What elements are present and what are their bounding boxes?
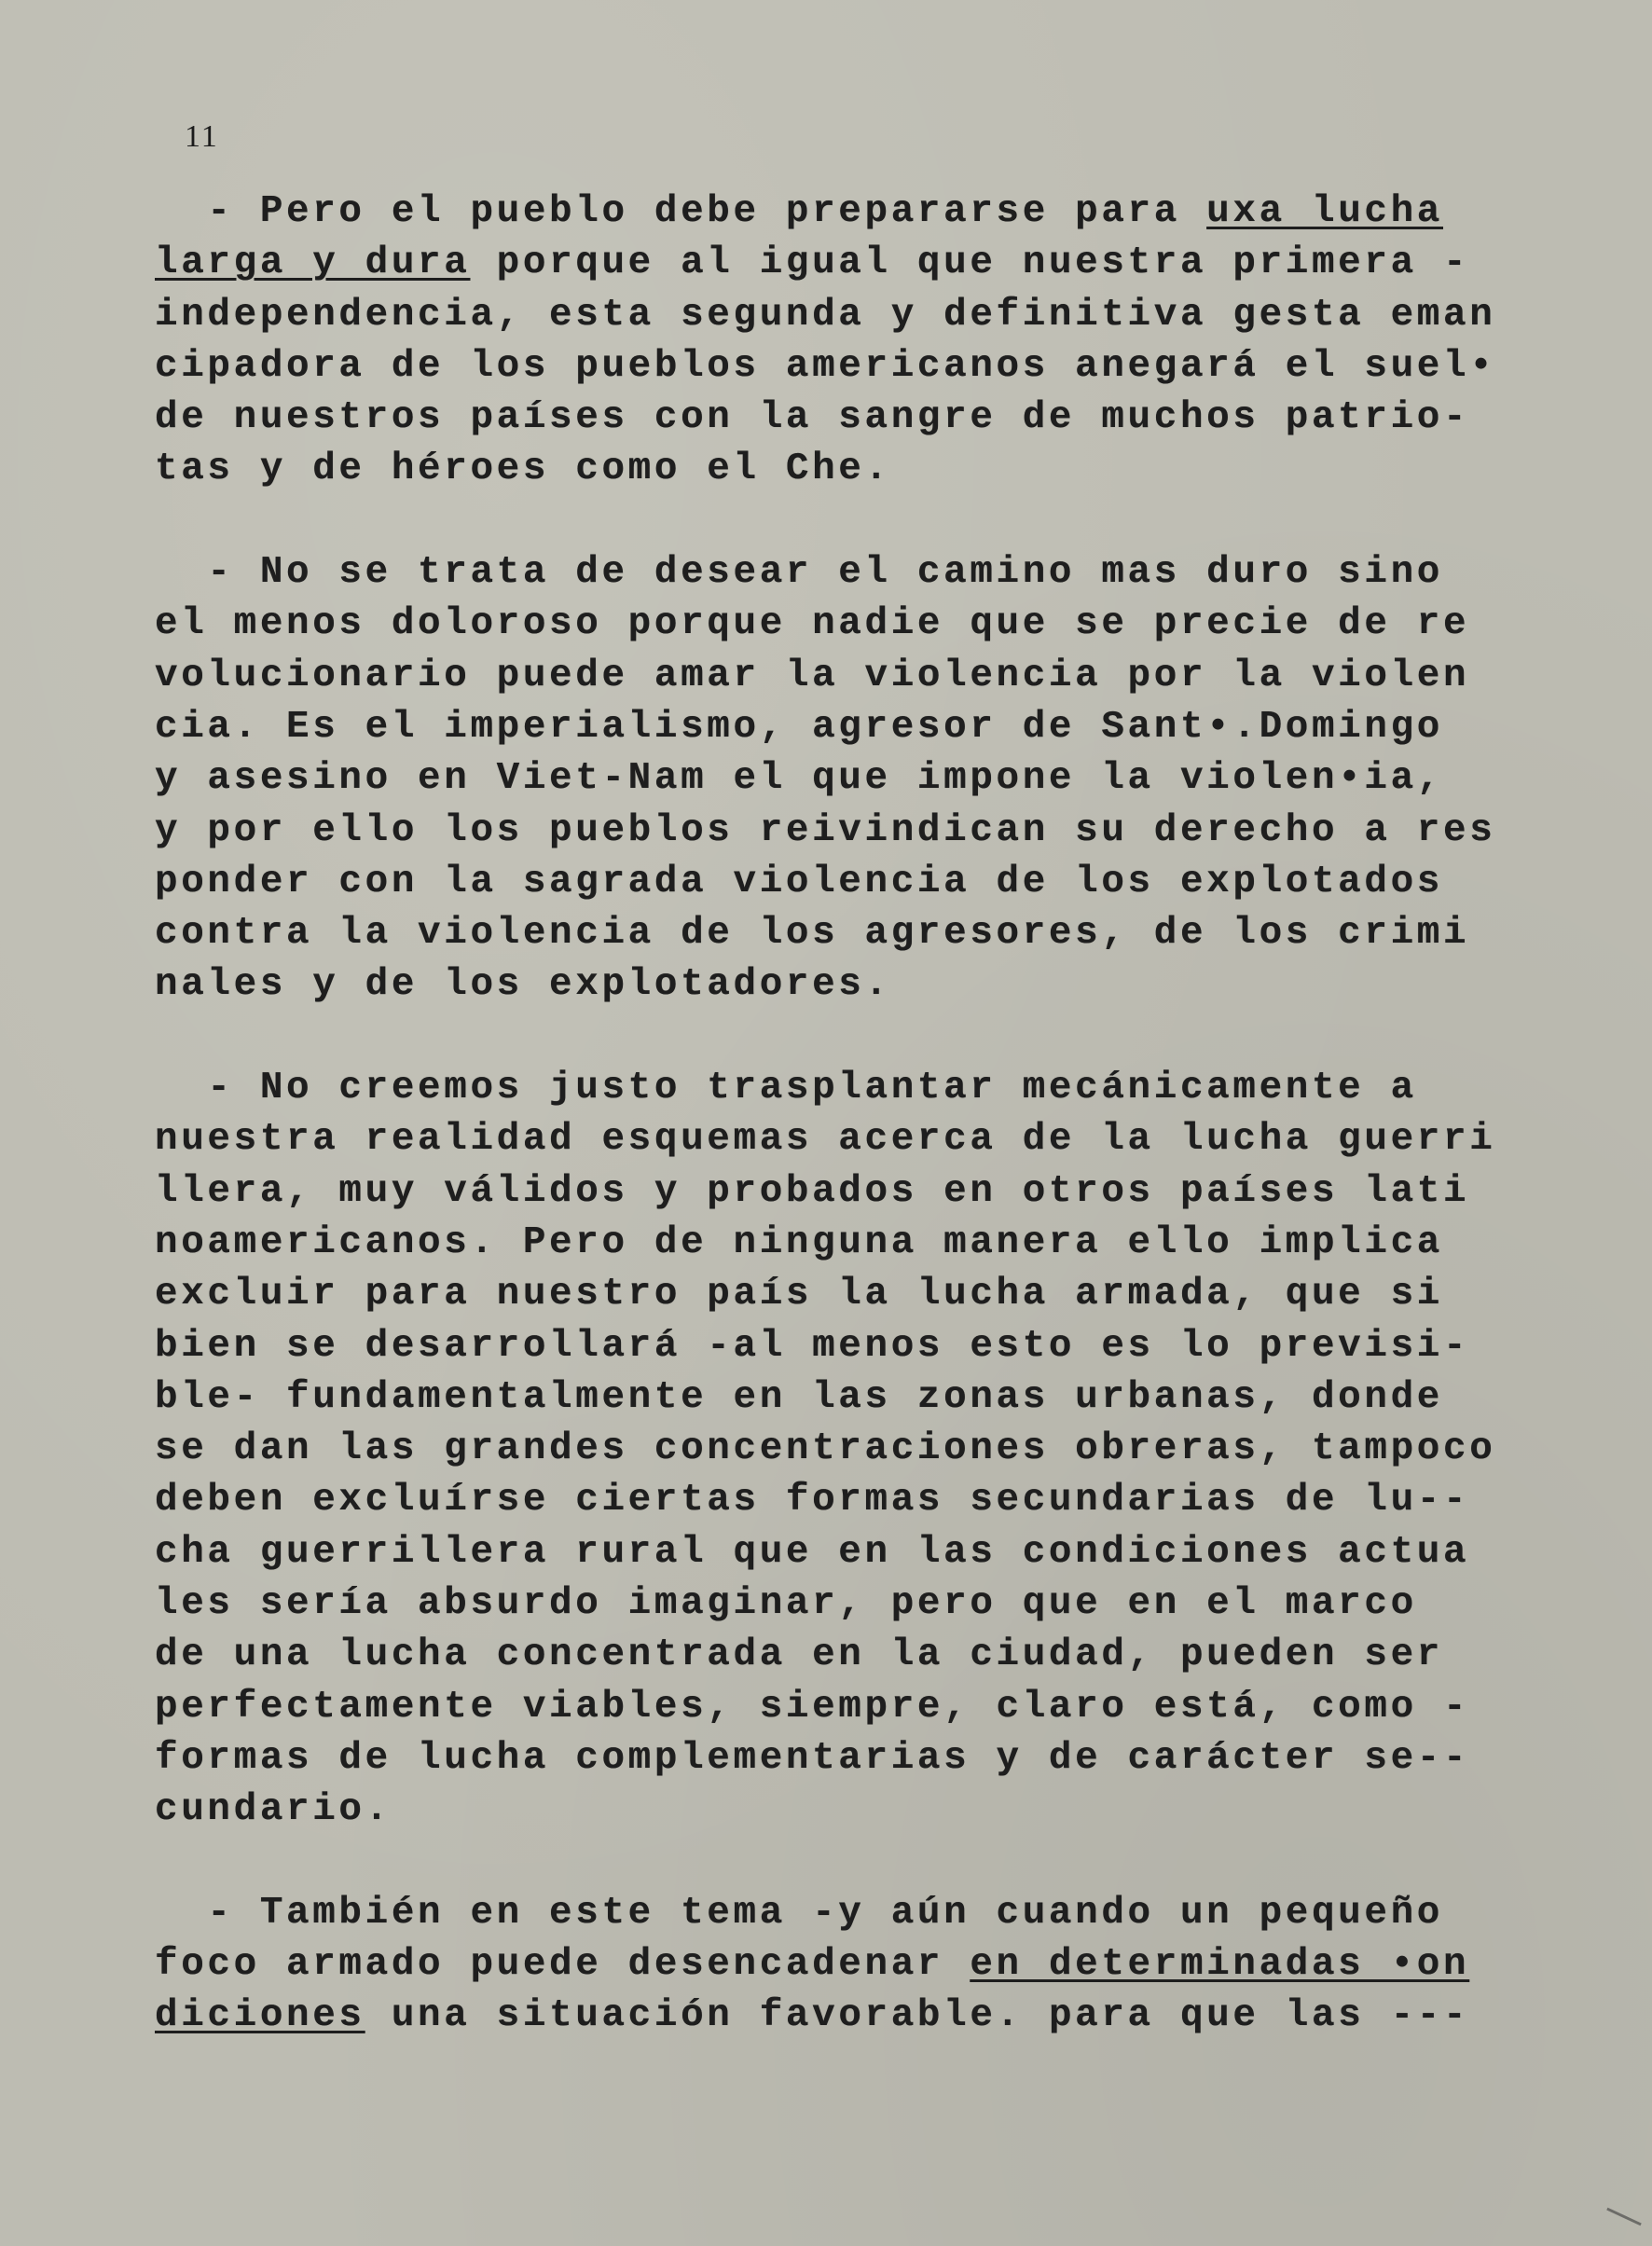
text-line bbox=[155, 1218, 1516, 1269]
text-segment: les sería absurdo imaginar, pero que en el marco bbox=[155, 1582, 1417, 1626]
text-line bbox=[155, 1166, 1516, 1218]
text-line bbox=[155, 341, 1516, 393]
text-segment: ponder con la sagrada violencia de los explotados bbox=[155, 860, 1443, 903]
text-segment: - No creemos justo trasplantar mecánicamente a bbox=[155, 1067, 1417, 1110]
text-segment: y asesino en Viet-Nam el que impone la violen•ia, bbox=[155, 757, 1443, 801]
text-line bbox=[155, 1784, 1516, 1836]
text-segment: ble- fundamentalmente en las zonas urbanas, donde bbox=[155, 1375, 1443, 1419]
text-segment: cundario. bbox=[155, 1788, 392, 1832]
text-line bbox=[155, 959, 1516, 1011]
text-segment: porque al igual que nuestra primera - bbox=[470, 241, 1470, 285]
text-line bbox=[155, 393, 1516, 444]
paragraph bbox=[155, 1888, 1516, 2043]
text-segment: cipadora de los pueblos americanos anegará el suel• bbox=[155, 344, 1496, 388]
text-line bbox=[155, 651, 1516, 702]
text-line bbox=[155, 1063, 1516, 1114]
text-segment: nuestra realidad esquemas acerca de la lucha guerri bbox=[155, 1118, 1496, 1162]
text-line bbox=[155, 1630, 1516, 1681]
document-body bbox=[155, 186, 1516, 2043]
text-line bbox=[155, 1578, 1516, 1630]
text-segment: bien se desarrollará -al menos esto es lo previsi- bbox=[155, 1324, 1470, 1368]
underlined-text: larga y dura bbox=[155, 241, 471, 285]
text-segment: excluir para nuestro país la lucha armada, que si bbox=[155, 1273, 1443, 1316]
text-segment: cha guerrillera rural que en las condiciones actua bbox=[155, 1530, 1470, 1574]
text-line bbox=[155, 806, 1516, 857]
text-line bbox=[155, 1475, 1516, 1526]
text-segment: foco armado puede desencadenar bbox=[155, 1943, 971, 1987]
paragraph-gap bbox=[155, 496, 1516, 547]
text-segment: - También en este tema -y aún cuando un pequeño bbox=[155, 1891, 1443, 1935]
text-segment: independencia, esta segunda y definitiva gesta eman bbox=[155, 293, 1496, 337]
text-line bbox=[155, 1682, 1516, 1733]
paragraph bbox=[155, 186, 1516, 496]
text-segment: una situación favorable. para que las --- bbox=[365, 1994, 1470, 2038]
page-number: 11 bbox=[185, 119, 219, 154]
text-segment: - Pero el pueblo debe prepararse para bbox=[155, 190, 1207, 233]
text-line bbox=[155, 186, 1516, 238]
underlined-text: diciones bbox=[155, 1994, 365, 2038]
text-line bbox=[155, 1424, 1516, 1475]
text-segment: contra la violencia de los agresores, de los crimi bbox=[155, 912, 1470, 956]
text-segment: tas y de héroes como el Che. bbox=[155, 448, 891, 491]
text-segment: noamericanos. Pero de ninguna manera ello implica bbox=[155, 1220, 1443, 1264]
text-line bbox=[155, 702, 1516, 753]
text-line bbox=[155, 290, 1516, 341]
text-segment: y por ello los pueblos reivindican su derecho a res bbox=[155, 808, 1496, 852]
text-line bbox=[155, 1939, 1516, 1991]
text-line bbox=[155, 1321, 1516, 1372]
text-line bbox=[155, 238, 1516, 289]
text-segment: cia. Es el imperialismo, agresor de Sant•.Domingo bbox=[155, 705, 1443, 749]
text-segment: - No se trata de desear el camino mas duro sino bbox=[155, 551, 1443, 595]
text-line bbox=[155, 1372, 1516, 1424]
text-segment: formas de lucha complementarias y de carácter se-- bbox=[155, 1736, 1470, 1780]
text-line bbox=[155, 857, 1516, 908]
text-segment: perfectamente viables, siempre, claro está, como - bbox=[155, 1685, 1470, 1729]
text-segment: de nuestros países con la sangre de muchos patrio- bbox=[155, 396, 1470, 440]
text-segment: se dan las grandes concentraciones obreras, tampoco bbox=[155, 1427, 1496, 1471]
text-line bbox=[155, 1527, 1516, 1578]
text-line bbox=[155, 1888, 1516, 1939]
paragraph-gap bbox=[155, 1012, 1516, 1063]
text-segment: volucionario puede amar la violencia por la violen bbox=[155, 654, 1470, 697]
text-line bbox=[155, 1733, 1516, 1784]
corner-mark bbox=[1606, 2208, 1642, 2226]
paragraph bbox=[155, 1063, 1516, 1836]
text-line bbox=[155, 908, 1516, 959]
text-segment: deben excluírse ciertas formas secundarias de lu-- bbox=[155, 1479, 1470, 1523]
text-line bbox=[155, 1114, 1516, 1165]
underlined-text: en determinadas •on bbox=[970, 1943, 1470, 1987]
text-line bbox=[155, 753, 1516, 805]
text-segment: de una lucha concentrada en la ciudad, pueden ser bbox=[155, 1633, 1443, 1677]
text-segment: llera, muy válidos y probados en otros países lati bbox=[155, 1169, 1470, 1213]
text-segment: el menos doloroso porque nadie que se precie de re bbox=[155, 602, 1470, 646]
paragraph bbox=[155, 547, 1516, 1012]
text-line bbox=[155, 1269, 1516, 1320]
text-line bbox=[155, 599, 1516, 650]
text-line bbox=[155, 1991, 1516, 2042]
text-line bbox=[155, 547, 1516, 599]
paragraph-gap bbox=[155, 1837, 1516, 1888]
text-line bbox=[155, 444, 1516, 495]
underlined-text: uxa lucha bbox=[1206, 190, 1444, 233]
text-segment: nales y de los explotadores. bbox=[155, 963, 891, 1007]
